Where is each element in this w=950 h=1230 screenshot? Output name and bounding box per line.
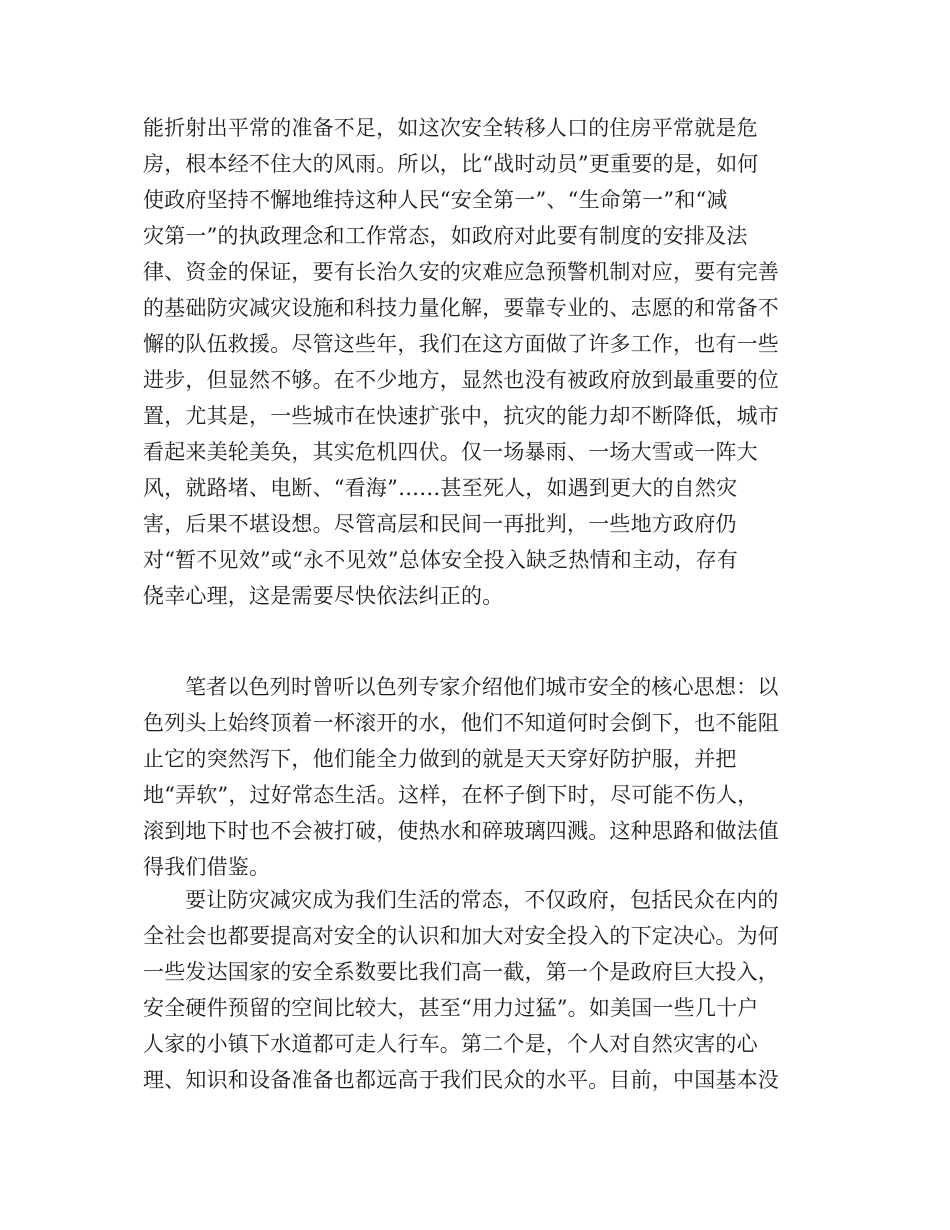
text-line: 侥幸心理，这是需要尽快依法纠正的。: [143, 584, 504, 608]
text-line: 地“弄软”，过好常态生活。这样，在杯子倒下时，尽可能不伤人，: [143, 783, 759, 807]
text-line: 得我们借鉴。: [143, 855, 271, 879]
text-line: 进步，但显然不够。在不少地方，显然也没有被政府放到最重要的位: [143, 368, 779, 392]
text-line: 止它的突然泻下，他们能全力做到的就是天天穿好防护服，并把: [143, 747, 737, 771]
text-line: 对“暂不见效”或“永不见效”总体安全投入缺乏热情和主动，存有: [143, 548, 738, 572]
text-line: 色列头上始终顶着一杯滚开的水，他们不知道何时会倒下，也不能阻: [143, 711, 779, 735]
text-line: 安全硬件预留的空间比较大，甚至“用力过猛”。如美国一些几十户: [143, 996, 759, 1020]
text-line: 律、资金的保证，要有长治久安的灾难应急预警机制对应，要有完善: [143, 260, 779, 284]
text-line: 笔者以色列时曾听以色列专家介绍他们城市安全的核心思想：以: [185, 675, 779, 699]
text-line: 看起来美轮美奂，其实危机四伏。仅一场暴雨、一场大雪或一阵大: [143, 440, 758, 464]
text-line: 风，就路堵、电断、“看海”……甚至死人，如遇到更大的自然灾: [143, 476, 738, 500]
text-line: 人家的小镇下水道都可走人行车。第二个是，个人对自然灾害的心: [143, 1032, 758, 1056]
text-line: 滚到地下时也不会被打破，使热水和碎玻璃四溅。这种思路和做法值: [143, 819, 779, 843]
text-line: 一些发达国家的安全系数要比我们高一截，第一个是政府巨大投入，: [143, 960, 779, 984]
text-line: 置，尤其是，一些城市在快速扩张中，抗灾的能力却不断降低，城市: [143, 404, 779, 428]
text-line: 懈的队伍救援。尽管这些年，我们在这方面做了许多工作，也有一些: [143, 332, 779, 356]
text-line: 使政府坚持不懈地维持这种人民“安全第一”、“生命第一”和“减: [143, 188, 728, 212]
text-line: 害，后果不堪设想。尽管高层和民间一再批判，一些地方政府仍: [143, 512, 737, 536]
text-line: 要让防灾减灾成为我们生活的常态，不仅政府，包括民众在内的: [185, 888, 779, 912]
text-line: 理、知识和设备准备也都远高于我们民众的水平。目前，中国基本没: [143, 1068, 779, 1092]
text-line: 房，根本经不住大的风雨。所以，比“战时动员”更重要的是，如何: [143, 152, 759, 176]
text-line: 全社会也都要提高对安全的认识和加大对安全投入的下定决心。为何: [143, 924, 779, 948]
text-line: 灾第一”的执政理念和工作常态，如政府对此要有制度的安排及法: [143, 224, 748, 248]
text-line: 的基础防灾减灾设施和科技力量化解，要靠专业的、志愿的和常备不: [143, 296, 779, 320]
text-line: 能折射出平常的准备不足，如这次安全转移人口的住房平常就是危: [143, 116, 758, 140]
